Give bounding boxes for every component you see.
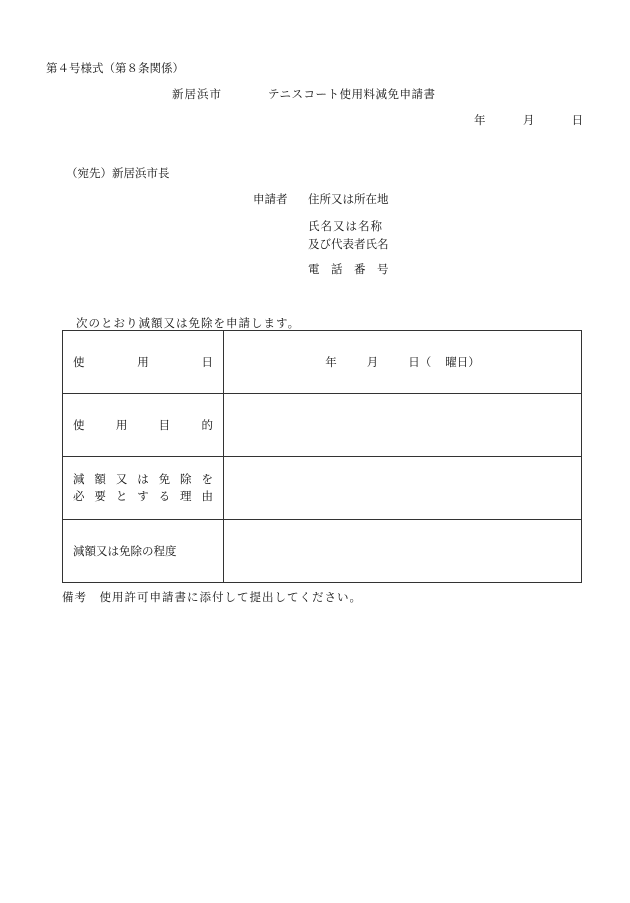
applicant-address: 住所又は所在地 (308, 192, 389, 206)
label-char: 的 (201, 418, 213, 432)
label-char: 使 (73, 418, 85, 432)
date-day: 日 (571, 113, 584, 127)
reduction-reason-field[interactable] (224, 457, 582, 520)
date-line (474, 112, 583, 128)
table-row (63, 520, 582, 583)
usage-day: 日（ (408, 355, 432, 369)
table-row (63, 394, 582, 457)
usage-date-label (63, 331, 224, 394)
usage-month: 月 (366, 355, 379, 369)
label-char: 額 (94, 472, 106, 486)
label-char: 必 (73, 489, 85, 503)
table-row (63, 457, 582, 520)
label-char: 減 (73, 472, 85, 486)
table-row (63, 331, 582, 394)
label-char: 用 (115, 418, 128, 432)
reduction-reason-label (63, 457, 224, 520)
applicant-name-line1: 氏名又は名称 (308, 219, 383, 233)
label-char: 要 (94, 489, 106, 503)
addressee: （宛先）新居浜市長 (66, 166, 170, 180)
intro-text: 次のとおり減額又は免除を申請します。 (76, 316, 301, 330)
label-char: す (137, 489, 149, 503)
label-char: 由 (201, 489, 213, 503)
label-char: 目 (158, 418, 171, 432)
reduction-degree-field[interactable] (224, 520, 582, 583)
city-title: 新居浜市 (172, 87, 222, 101)
applicant-name-line2: 及び代表者氏名 (308, 237, 389, 251)
usage-year: 年 (325, 355, 337, 369)
applicant-phone: 電 話 番 号 (308, 262, 389, 276)
usage-purpose-label (63, 394, 224, 457)
label-char: 又 (115, 472, 128, 486)
label-char: を (201, 472, 213, 486)
usage-purpose-field[interactable] (224, 394, 582, 457)
label-char: 用 (137, 355, 149, 369)
label-char: 日 (201, 355, 213, 369)
label-char: る (158, 489, 171, 503)
note-text: 備考 使用許可申請書に添付して提出してください。 (62, 590, 362, 604)
label-char: 理 (180, 489, 192, 503)
usage-weekday: 曜日） (445, 355, 480, 369)
label-text: 減額又は免除の程度 (73, 544, 177, 558)
form-number: 第４号様式（第８条関係） (46, 61, 184, 75)
applicant-label: 申請者 (253, 192, 288, 206)
label-char: 免 (158, 472, 171, 486)
usage-date-field[interactable] (224, 331, 582, 394)
reduction-degree-label (63, 520, 224, 583)
document-title: テニスコート使用料減免申請書 (268, 87, 436, 101)
label-char: は (137, 472, 149, 486)
label-char: 使 (73, 355, 85, 369)
application-table (62, 330, 582, 583)
date-year: 年 (474, 113, 486, 127)
date-month: 月 (522, 113, 535, 127)
label-char: 除 (180, 472, 192, 486)
label-char: と (115, 489, 128, 503)
